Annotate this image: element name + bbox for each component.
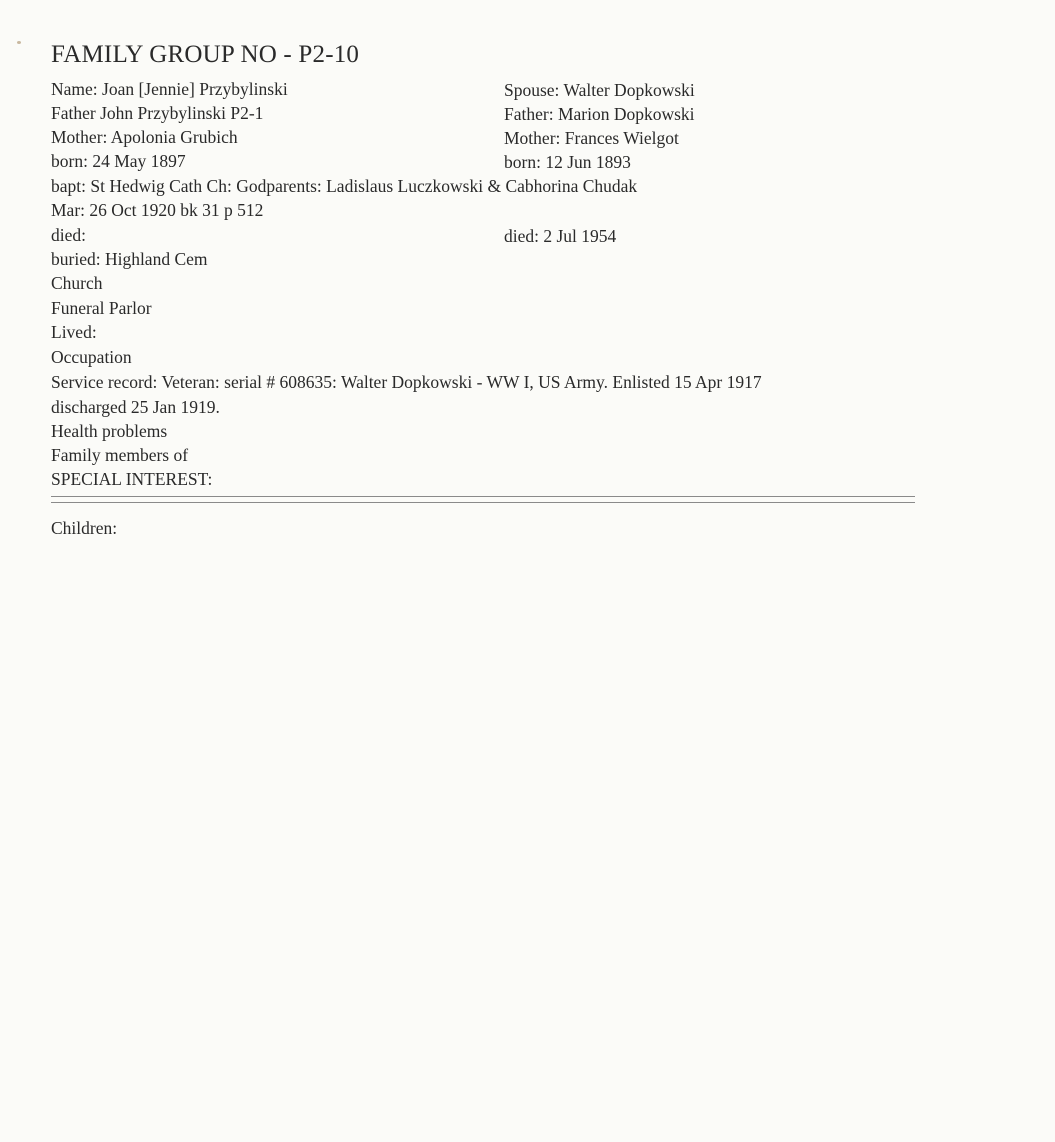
- occupation-line: Occupation: [51, 347, 132, 367]
- spouse-died-line: died: 2 Jul 1954: [504, 226, 617, 246]
- marriage-line: Mar: 26 Oct 1920 bk 31 p 512: [51, 200, 264, 220]
- baptism-line: bapt: St Hedwig Cath Ch: Godparents: Ladislaus Luczkowski & Cabhorina Chudak: [51, 176, 638, 196]
- family-group-title: FAMILY GROUP NO - P2-10: [51, 41, 360, 68]
- buried-line: buried: Highland Cem: [51, 249, 208, 269]
- discharged-line: discharged 25 Jan 1919.: [51, 397, 220, 417]
- father-line: Father John Przybylinski P2-1: [51, 103, 264, 123]
- spouse-born-line: born: 12 Jun 1893: [504, 152, 631, 172]
- funeral-parlor-line: Funeral Parlor: [51, 298, 152, 318]
- service-record-line: Service record: Veteran: serial # 608635: Walter Dopkowski - WW I, US Army. Enlisted 15 Apr 1917: [51, 372, 762, 392]
- special-interest-line: SPECIAL INTEREST:: [51, 469, 213, 489]
- health-problems-line: Health problems: [51, 421, 168, 441]
- paper-speck: [17, 41, 21, 44]
- mother-line: Mother: Apolonia Grubich: [51, 127, 238, 147]
- church-line: Church: [51, 273, 103, 293]
- died-line: died:: [51, 225, 86, 245]
- born-line: born: 24 May 1897: [51, 151, 186, 171]
- spouse-line: Spouse: Walter Dopkowski: [504, 80, 695, 100]
- children-line: Children:: [51, 518, 118, 538]
- spouse-mother-line: Mother: Frances Wielgot: [504, 128, 679, 148]
- name-line: Name: Joan [Jennie] Przybylinski: [51, 79, 288, 99]
- lived-line: Lived:: [51, 322, 97, 342]
- double-rule-divider: [51, 496, 915, 503]
- family-members-line: Family members of: [51, 445, 189, 465]
- spouse-father-line: Father: Marion Dopkowski: [504, 104, 695, 124]
